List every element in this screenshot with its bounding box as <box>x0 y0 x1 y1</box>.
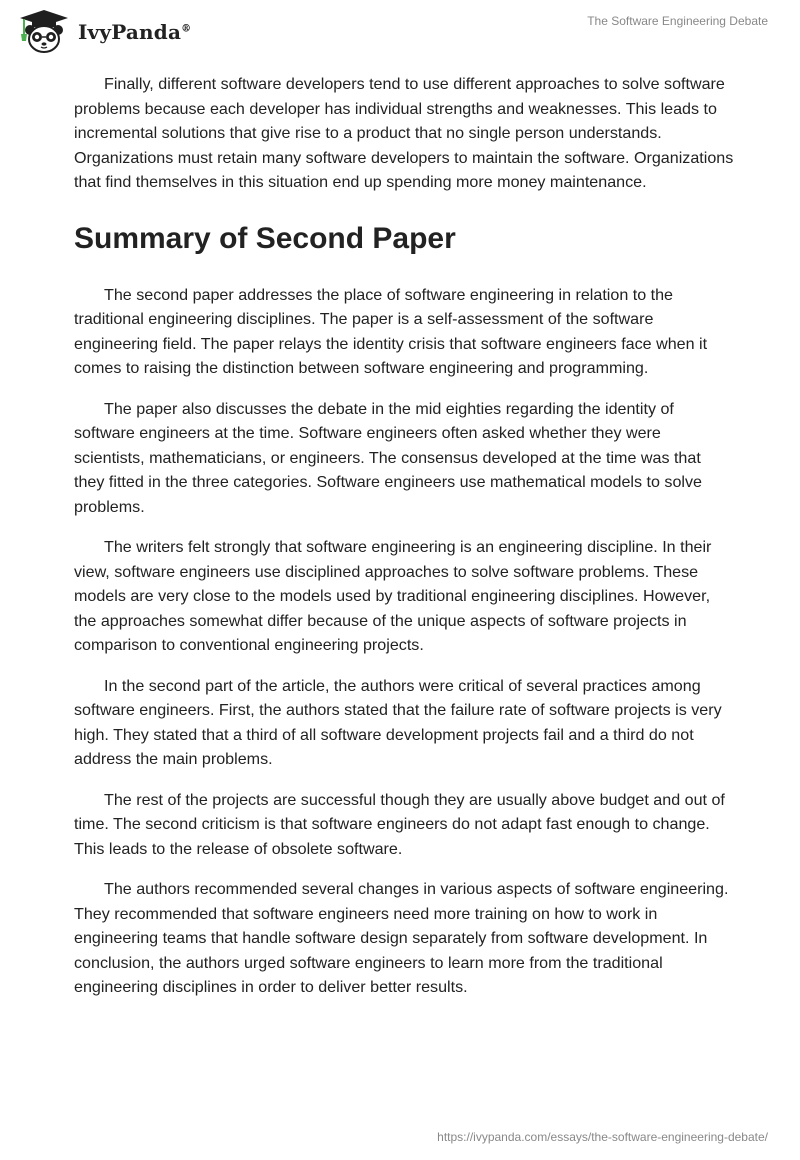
document-title: The Software Engineering Debate <box>587 14 768 28</box>
paragraph: The rest of the projects are successful though they are usually above budget and out of time. The second criticism is that software engineers do not adapt fast enough to change. This leads to the release of obsolete software. <box>74 790 725 858</box>
page-header <box>0 0 800 60</box>
paragraph-intro: Finally, different software developers tend to use different approaches to solve software problems because each developer has individual strengths and weaknesses. This leads to incremental solutions that give rise to a product that no single person understands. Organizations must retain many software developers to maintain the software. Organizations that find themselves in this situation end up spending more money maintenance. <box>74 75 734 191</box>
essay-body <box>74 72 734 1016</box>
paragraph: The writers felt strongly that software engineering is an engineering discipline. In their view, software engineers use disciplined approaches to solve software problems. These models are very close to the models used by traditional engineering disciplines. However, the approaches somewhat differ because of the unique aspects of software projects in comparison to conventional engineering projects. <box>74 538 712 654</box>
paragraph: The second paper addresses the place of software engineering in relation to the traditional engineering disciplines. The paper is a self-assessment of the software engineering field. The paper relays the identity crisis that software engineers face when it comes to raising the distinction between software engineering and programming. <box>74 285 708 377</box>
panda-graduate-icon <box>16 8 72 54</box>
source-url[interactable]: https://ivypanda.com/essays/the-software-engineering-debate/ <box>437 1130 768 1144</box>
logo-wordmark: IvyPanda® <box>78 20 192 44</box>
paragraph: The paper also discusses the debate in the mid eighties regarding the identity of software engineers at the time. Software engineers often asked whether they were scientists, mathematicians, or engineers. The consensus developed at the time was that they fitted in the three categories. Software engineers use mathematical models to solve problems. <box>74 399 702 516</box>
paragraph: In the second part of the article, the authors were critical of several practices among software engineers. First, the authors stated that the failure rate of software projects is very high. They stated that a third of all software development projects fail and a third do not address the main problems. <box>74 676 722 768</box>
ivypanda-logo[interactable] <box>16 8 191 54</box>
section-heading: Summary of Second Paper <box>74 221 456 255</box>
paragraph: The authors recommended several changes in various aspects of software engineering. They recommended that software engineers need more training on how to work in engineering teams that handle software design separately from software development. In conclusion, the authors urged software engineers to learn more from the traditional engineering disciplines in order to deliver better results. <box>74 880 729 996</box>
